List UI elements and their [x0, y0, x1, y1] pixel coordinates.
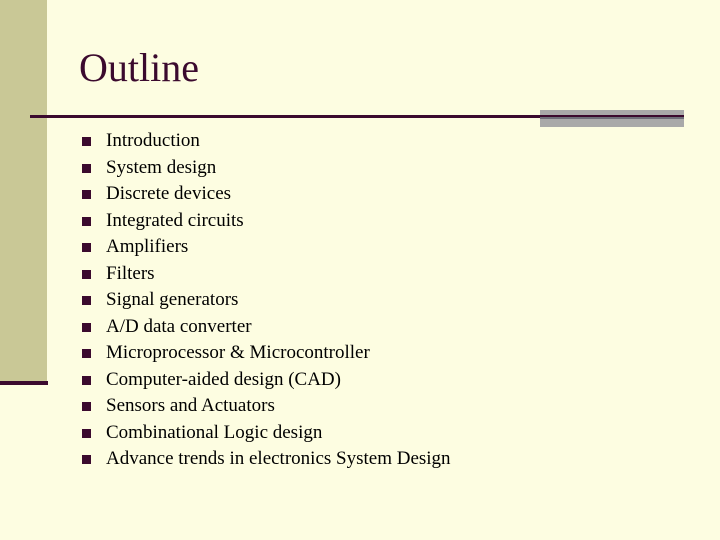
title-rule-accent-line: [540, 117, 684, 119]
square-bullet-icon: [82, 137, 91, 146]
square-bullet-icon: [82, 296, 91, 305]
square-bullet-icon: [82, 455, 91, 464]
list-item-text: Microprocessor & Microcontroller: [106, 342, 370, 363]
square-bullet-icon: [82, 376, 91, 385]
list-item-text: Signal generators: [106, 289, 239, 310]
square-bullet-icon: [82, 217, 91, 226]
list-item-text: Filters: [106, 262, 155, 284]
list-item-text: Discrete devices: [106, 183, 232, 204]
list-item-text: Amplifiers: [106, 236, 189, 257]
square-bullet-icon: [82, 243, 91, 252]
square-bullet-icon: [82, 190, 91, 199]
slide-title: Outline: [79, 45, 199, 90]
square-bullet-icon: [82, 349, 91, 358]
list-item-text: A/D data converter: [106, 315, 252, 337]
square-bullet-icon: [82, 270, 91, 279]
list-item-text: Sensors and Actuators: [106, 395, 275, 416]
list-item-text: Advance trends in electronics System Design: [106, 448, 451, 469]
square-bullet-icon: [82, 323, 91, 332]
left-band-rule: [0, 381, 48, 385]
square-bullet-icon: [82, 402, 91, 411]
list-item-text: Combinational Logic design: [106, 421, 323, 443]
list-item-text: Introduction: [106, 130, 200, 151]
square-bullet-icon: [82, 164, 91, 173]
list-item-text: Computer-aided design (CAD): [106, 368, 341, 390]
square-bullet-icon: [82, 429, 91, 438]
left-decorative-band: [0, 0, 47, 381]
list-item-text: Integrated circuits: [106, 209, 244, 231]
list-item-text: System design: [106, 156, 217, 178]
